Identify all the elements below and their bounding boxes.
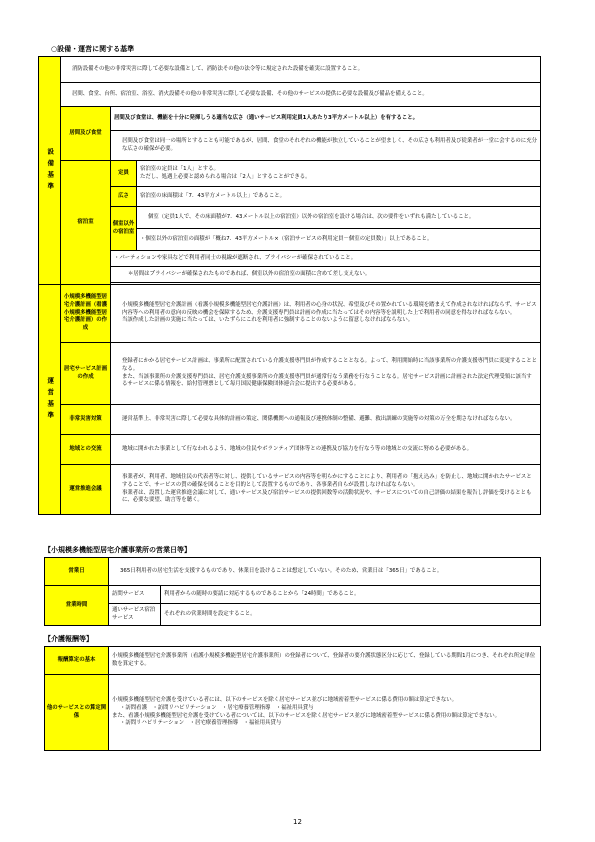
business-days-label: 営業日: [45, 558, 109, 586]
disaster-label: 非常災害対策: [61, 405, 111, 435]
table-row: [45, 647, 541, 675]
area-text: 宿泊室の床面積は「7．43平方メートル以上」であること。: [137, 187, 541, 207]
other-services-text: 小規模多機能型居宅介護を受けている者には、以下のサービスを除く居宅サービス並びに地域密着型サービスに係る費用の額は算定できない。 ・訪問看護 ・訪問リハビリテーション ・居宅療養管理指導 ・福祉用具貸与 また、看護小規模多機能型居宅介護を受けている者については、以下のサービスを除く居宅サービス並びに地域密着型サービスに係る費用の額は算定できない。 ・訪問リハビリテーション ・居宅療養管理指導 ・福祉用具貸与: [109, 675, 541, 751]
facility-operation-table: [38, 56, 541, 515]
table-row: [39, 187, 541, 207]
table-row: [39, 285, 541, 343]
home-service-plan-label: 居宅サービス計画の作成: [61, 343, 111, 405]
capacity-text: 宿泊室の定員は「1人」とする。 ただし、処遇上必要と認められる場合は「2人」とすることができる。: [137, 161, 541, 187]
table-row: [39, 57, 541, 83]
council-label: 運営推進会議: [61, 465, 111, 515]
visit-service-label: 訪問サービス: [109, 586, 161, 604]
care-fees-table: [44, 646, 541, 751]
council-text: 事業者が、利用者、地域住民の代表者等に対し、提供しているサービスの内容等を明らかにすることにより、利用者の「抱え込み」を防止し、地域に開かれたサービスとすることで、サービスの質の確保を図ることを目的として設置するものであり、各事業者自らが設置しなければならない。 事業者は、設置した運営推進会議に対して、通いサービス及び宿泊サービスの提供回数等の活動状況や、サービスについての自己評価の結果を報告し評価を受けるとともに、必要な要望、助言等を聴く。: [111, 465, 541, 515]
privacy-note: ＊居間はプライバシーが確保されたものであれば、個室以外の宿泊室の面積に含めて差し支えない。: [111, 267, 541, 283]
unei-kijun-label: 運営基準: [39, 285, 61, 515]
care-plan-text: 小規模多機能型居宅介護計画（看護小規模多機能型居宅介護計画）は、利用者の心身の状況、希望及びその置かれている環境を踏まえて作成されなければならず、サービス内容等への利用者の意向の反映の機会を保障するため、介護支援専門員は計画の作成に当たってはその内容等を説明した上で利用者の同意を得なければならない。 当該作成した計画の実施に当たっては、いたずらにこれを利用者に強制することのないように留意しなければならない。: [111, 285, 541, 343]
table-row: [39, 405, 541, 435]
business-days-text: 365日利用者の居宅生活を支援するものであり、休業日を設けることは想定していない。そのため、営業日は「365日」であること。: [109, 558, 541, 586]
setsubi-kijun-label: 設備基準: [39, 57, 61, 285]
business-days-table: [44, 557, 541, 626]
area-label: 広さ: [111, 187, 137, 207]
lodging-room-label: 宿泊室: [61, 161, 111, 285]
care-plan-label: 小規模多機能型居宅介護計画（看護小規模多機能型居宅介護計画）の作成: [61, 285, 111, 343]
rooms-equipment-text: 居間、食堂、台所、宿泊室、浴室、消火設備その他の非常災害に際して必要な設備、その他のサービスの提供に必要な設備及び備品を備えること。: [61, 83, 541, 107]
section-title-business-days: 【小規模多機能型居宅介護事業所の営業日等】: [44, 546, 191, 554]
day-lodging-service-text: それぞれの営業時間を設定すること。: [161, 604, 541, 626]
table-row: [39, 207, 541, 229]
table-row: [39, 465, 541, 515]
table-row: [39, 161, 541, 187]
disaster-text: 運営基準上、非常災害に際して必要な具体的計画の策定、関係機関への通報及び連携体制の整備、避難、救出訓練の実施等の対策の万全を期さなければならない。: [111, 405, 541, 435]
other-services-label: 他のサービスとの算定関係: [45, 675, 109, 751]
table-row: [45, 586, 541, 604]
table-row: [45, 558, 541, 586]
day-lodging-service-label: 通いサービス宿泊サービス: [109, 604, 161, 626]
table-row: [39, 251, 541, 267]
table-row: [39, 267, 541, 283]
non-private-room-label: 個室以外の宿泊室: [111, 207, 137, 251]
living-dining-note: 居間及び食堂は同一の場所とすることも可能であるが、居間、食堂のそれぞれの機能が独立していることが望ましく、その広さも利用者及び従業者が一堂に会するのに充分な広さの確保が必要。: [111, 131, 541, 161]
page-number: 12: [293, 818, 302, 826]
home-service-plan-text: 登録者にかかる居宅サービス計画は、事業所に配置されている介護支援専門員が作成することとなる。よって、利用開始時に当該事業所の介護支援専門員に変更することとなる。 また、当該事業所の介護支援専門員は、居宅介護支援事業所の介護支援専門員が通常行なう業務を行なうことなる。居宅サービス計画に計画された法定代理受領に該当するサービスに係る情報を、給付管理票として毎月国民健康保険団体連合会に提出する必要がある。: [111, 343, 541, 405]
business-hours-label: 営業時間: [45, 586, 109, 626]
table-row: [39, 83, 541, 107]
table-row: [39, 435, 541, 465]
fee-basis-label: 報酬算定の基本: [45, 647, 109, 675]
privacy-text: ・パーティションや家具などで利用者同士の視線が遮断され、プライバシーが確保されていること。: [111, 251, 541, 267]
living-dining-requirement: 居間及び食堂は、機能を十分に発揮しうる適当な広さ（通いサービス利用定員1人あたり3平方メートル以上）を有すること。: [111, 107, 541, 131]
fee-basis-text: 小規模多機能型居宅介護事業所（看護小規模多機能型居宅介護事業所）の登録者について、登録者の要介護状態区分に応じて、登録している期間1月につき、それぞれ所定単位数を算定する。: [109, 647, 541, 675]
table-row: [39, 343, 541, 405]
capacity-label: 定員: [111, 161, 137, 187]
non-private-room-req: 個室（定員1人で、その床面積が7．43メートル以上の宿泊室）以外の宿泊室を設ける場合は、次の要件をいずれも満たしていること。: [137, 207, 541, 229]
fire-equipment-text: 消防設備その他の非常災害に際して必要な設備として、消防法その他の法令等に規定された設備を確実に設置すること。: [61, 57, 541, 83]
living-dining-label: 居間及び食堂: [61, 107, 111, 161]
visit-service-text: 利用者からの随時の要請に対応するものであることから「24時間」であること。: [161, 586, 541, 604]
table-row: [39, 107, 541, 131]
section-title-facilities: ○設備・運営に関する基準: [51, 45, 135, 53]
community-text: 地域に開かれた事業として行なわれるよう、地域の住民やボランティア団体等との連携及び協力を行なう等の地域との交流に努める必要がある。: [111, 435, 541, 465]
table-row: [39, 131, 541, 161]
section-title-care-fees: 【介護報酬等】: [44, 635, 93, 643]
table-row: [45, 675, 541, 751]
table-row: [45, 604, 541, 626]
non-private-room-area: ・個室以外の宿泊室の面積が「概ね7．43平方メートル×（宿泊サービスの利用定員－個室の定員数）」以上であること。: [137, 229, 541, 251]
community-label: 地域との交流: [61, 435, 111, 465]
